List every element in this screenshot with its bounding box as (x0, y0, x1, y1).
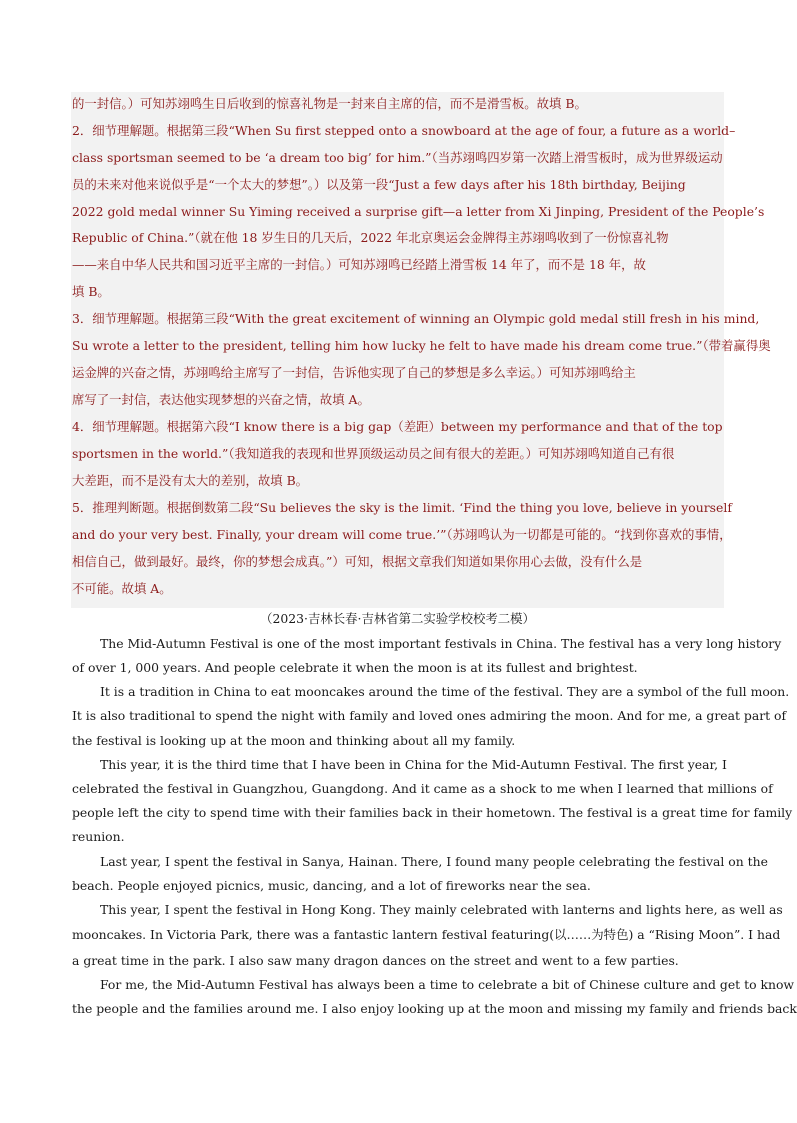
passage-line: It is a tradition in China to eat mooncakes around the time of the festival. They are a symbol of the full moon. (100, 684, 790, 699)
answer-line: 不可能。故填 A。 (72, 581, 172, 596)
answer-line: 的一封信。）可知苏翊鸣生日后收到的惊喜礼物是一封来自主席的信，而不是滑雪板。故填 B。 (72, 96, 587, 111)
answer-line: 5．推理判断题。根据倒数第二段“Su believes the sky is the limit. ‘Find the thing you love, believe in yourself (72, 500, 732, 515)
answer-line: 4．细节理解题。根据第六段“I know there is a big gap（差距）between my performance and that of the top (72, 419, 723, 434)
answer-line: class sportsman seemed to be ‘a dream too big’ for him.”（当苏翊鸣四岁第一次踏上滑雪板时，成为世界级运动 (72, 150, 723, 165)
answer-line: Su wrote a letter to the president, telling him how lucky he felt to have made his dream come true.”（带着赢得奥 (72, 338, 771, 353)
answer-line: 运金牌的兴奋之情，苏翊鸣给主席写了一封信，告诉他实现了自己的梦想是多么幸运。）可知苏翊鸣给主 (72, 365, 636, 380)
passage-line: For me, the Mid-Autumn Festival has always been a time to celebrate a bit of Chinese culture and get to know (100, 977, 795, 992)
passage-line: The Mid-Autumn Festival is one of the most important festivals in China. The festival has a very long history (100, 636, 782, 651)
answer-line: 员的未来对他来说似乎是“一个太大的梦想”。）以及第一段“Just a few days after his 18th birthday, Beijing (72, 177, 686, 192)
answer-line: 大差距，而不是没有太大的差别，故填 B。 (72, 473, 309, 488)
answer-line: 席写了一封信，表达他实现梦想的兴奋之情，故填 A。 (72, 392, 370, 407)
answer-line: sportsmen in the world.”（我知道我的表现和世界顶级运动员之间有很大的差距。）可知苏翊鸣知道自己有很 (72, 446, 675, 461)
answer-line: 3．细节理解题。根据第三段“With the great excitement of winning an Olympic gold medal still fresh in his mind, (72, 311, 760, 326)
answer-line: 相信自己，做到最好。最终，你的梦想会成真。”）可知，根据文章我们知道如果你用心去做，没有什么是 (72, 554, 643, 569)
passage-line: Last year, I spent the festival in Sanya, Hainan. There, I found many people celebrating the festival on the (100, 854, 768, 869)
answer-line: 填 B。 (72, 284, 110, 299)
answer-line: 2．细节理解题。根据第三段“When Su first stepped onto a snowboard at the age of four, a future as a world– (72, 123, 736, 138)
passage-source-heading: （2023·吉林长春·吉林省第二实验学校校考二模） (260, 611, 535, 626)
answer-line: ——来自中华人民共和国习近平主席的一封信。）可知苏翊鸣已经踏上滑雪板 14 年了，而不是 18 年，故 (72, 257, 646, 272)
passage-line: mooncakes. In Victoria Park, there was a fantastic lantern festival featuring(以……为特色) a “Rising Moon”. I had (72, 927, 781, 942)
answer-line: Republic of China.”（就在他 18 岁生日的几天后，2022 年北京奥运会金牌得主苏翊鸣收到了一份惊喜礼物 (72, 230, 669, 245)
passage-line: reunion. (72, 829, 125, 844)
passage-line: the festival is looking up at the moon and thinking about all my family. (72, 733, 516, 748)
answer-line: 2022 gold medal winner Su Yiming received a surprise gift—a letter from Xi Jinping, President of the People’s (72, 204, 765, 219)
passage-line: a great time in the park. I also saw many dragon dances on the street and went to a few parties. (72, 953, 679, 968)
passage-line: of over 1, 000 years. And people celebrate it when the moon is at its fullest and brightest. (72, 660, 638, 675)
passage-line: This year, it is the third time that I have been in China for the Mid-Autumn Festival. The first year, I (100, 757, 727, 772)
answer-line: and do your very best. Finally, your dream will come true.’”（苏翊鸣认为一切都是可能的。“找到你喜欢的事情， (72, 527, 732, 542)
passage-line: It is also traditional to spend the night with family and loved ones admiring the moon. And for me, a great part of (72, 708, 787, 723)
passage-line: the people and the families around me. I also enjoy looking up at the moon and missing my family and friends back (72, 1001, 797, 1016)
passage-line: This year, I spent the festival in Hong Kong. They mainly celebrated with lanterns and lights here, as well as (100, 902, 783, 917)
passage-line: beach. People enjoyed picnics, music, dancing, and a lot of fireworks near the sea. (72, 878, 591, 893)
passage-line: people left the city to spend time with their families back in their hometown. The festival is a great time for family (72, 805, 793, 820)
passage-line: celebrated the festival in Guangzhou, Guangdong. And it came as a shock to me when I learned that millions of (72, 781, 773, 796)
